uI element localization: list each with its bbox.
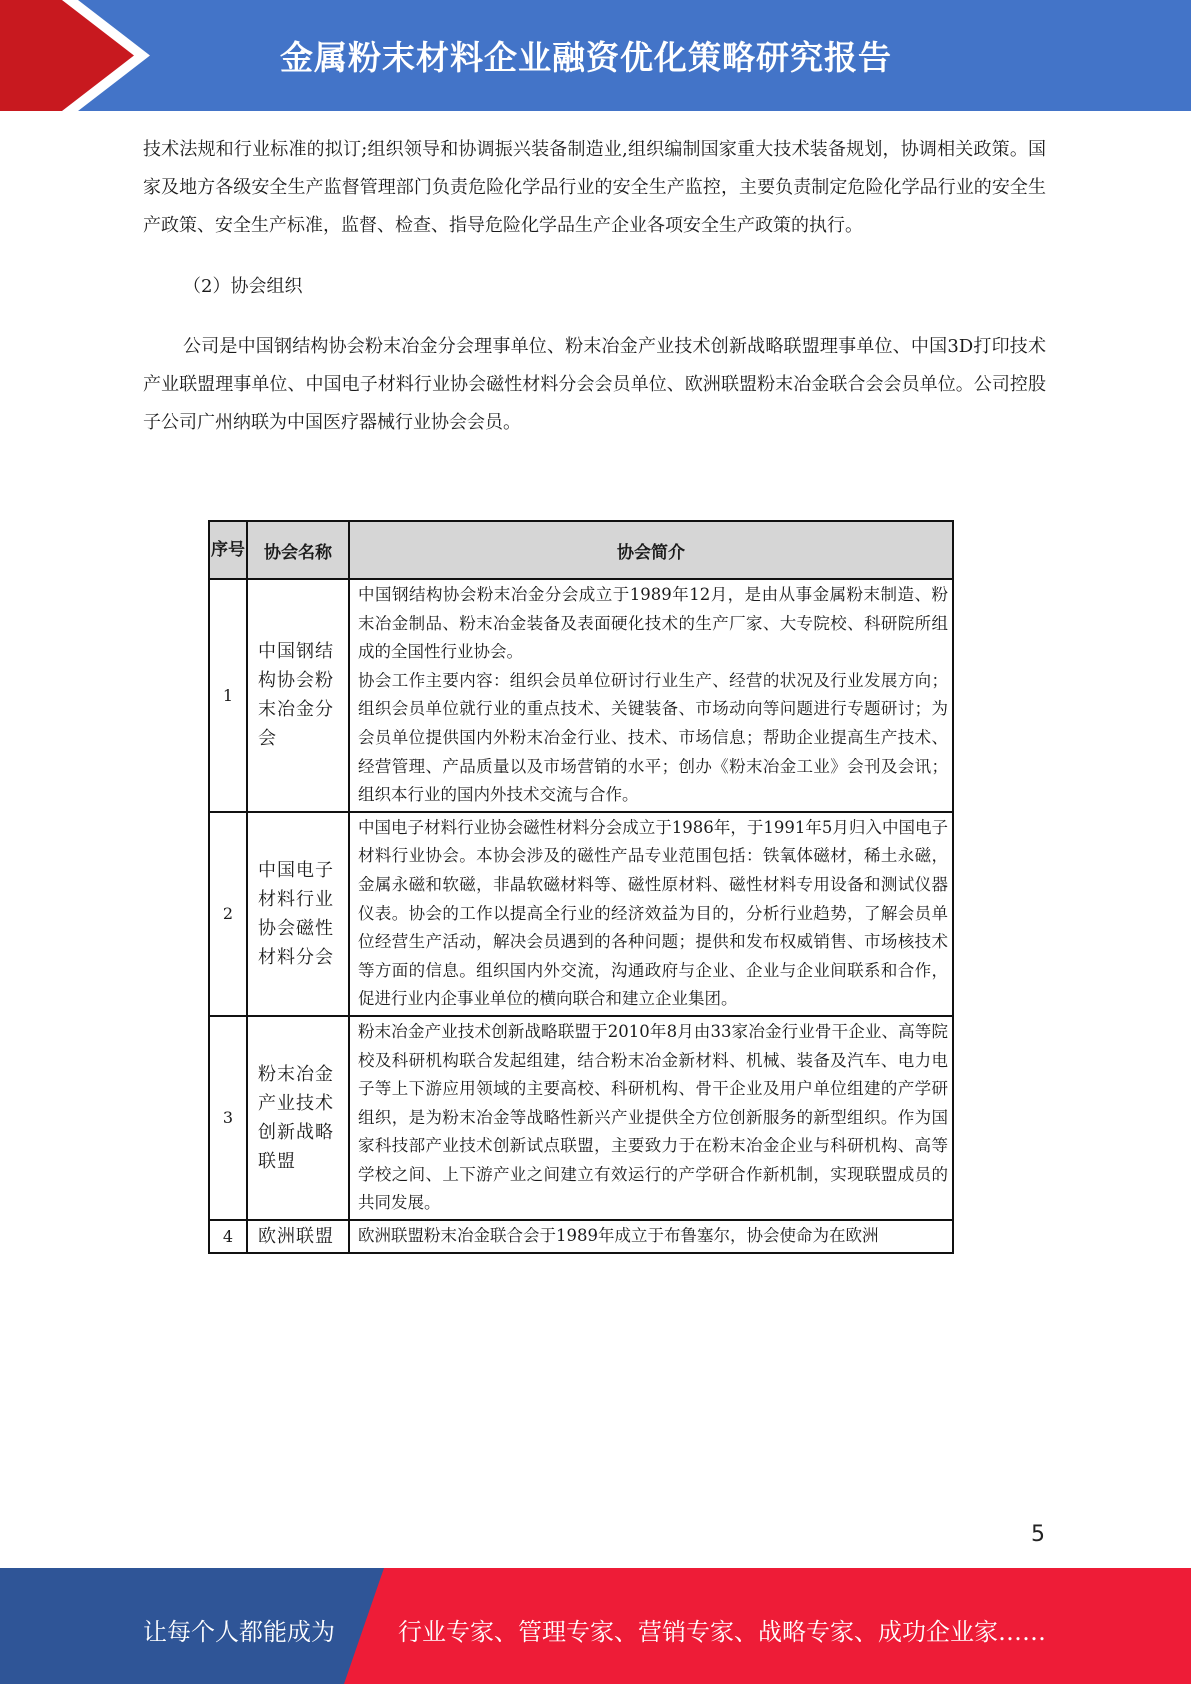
description-paragraph: 中国电子材料行业协会磁性材料分会成立于1986年，于1991年5月归入中国电子材料行业协会。本协会涉及的磁性产品专业范围包括：铁氧体磁材，稀土永磁，金属永磁和软磁，非晶软磁材料等、磁性原材料、磁性材料专用设备和测试仪器仪表。协会的工作以提高全行业的经济效益为目的，分析行业趋势，了解会员单位经营生产活动，解决会员遇到的各种问题；提供和发布权威销售、市场核技术等方面的信息。组织国内外交流，沟通政府与企业、企业与企业间联系和合作，促进行业内企事业单位的横向联合和建立企业集团。	[358, 817, 948, 1009]
description-paragraph: 欧洲联盟粉末冶金联合会于1989年成立于布鲁塞尔，协会使命为在欧洲	[358, 1226, 879, 1246]
table-header-row	[209, 521, 953, 579]
association-name: 粉末冶金产业技术创新战略联盟	[247, 1016, 349, 1220]
description-paragraph: 协会工作主要内容：组织会员单位研讨行业生产、经营的状况及行业发展方向；组织会员单位就行业的重点技术、关键装备、市场动向等问题进行专题研讨；为会员单位提供国内外粉末冶金行业、技术、市场信息；帮助企业提高生产技术、经营管理、产品质量以及市场营销的水平；创办《粉末冶金工业》会刊及会讯；组织本行业的国内外技术交流与合作。	[358, 670, 948, 805]
page-footer	[0, 1568, 1191, 1684]
column-header-desc: 协会简介	[349, 521, 953, 579]
column-header-name: 协会名称	[247, 521, 349, 579]
row-number: 1	[209, 579, 247, 812]
main-content	[143, 131, 1046, 442]
description-paragraph: 粉末冶金产业技术创新战略联盟于2010年8月由33家冶金行业骨干企业、高等院校及科研机构联合发起组建，结合粉末冶金新材料、机械、装备及汽车、电力电子等上下游应用领域的主要高校、科研机构、骨干企业及用户单位组建的产学研组织，是为粉末冶金等战略性新兴产业提供全方位创新服务的新型组织。作为国家科技部产业技术创新试点联盟，主要致力于在粉末冶金企业与科研机构、高等学校之间、上下游产业之间建立有效运行的产学研合作新机制，实现联盟成员的共同发展。	[358, 1021, 948, 1213]
association-description	[349, 1016, 953, 1220]
row-number: 2	[209, 812, 247, 1016]
column-header-no: 序号	[209, 521, 247, 579]
association-description	[349, 1220, 953, 1253]
association-description	[349, 579, 953, 812]
footer-slogan-right: 行业专家、管理专家、营销专家、战略专家、成功企业家……	[398, 1618, 1046, 1646]
body-paragraph: 公司是中国钢结构协会粉末冶金分会理事单位、粉末冶金产业技术创新战略联盟理事单位、中国3D打印技术产业联盟理事单位、中国电子材料行业协会磁性材料分会会员单位、欧洲联盟粉末冶金联合会会员单位。公司控股子公司广州纳联为中国医疗器械行业协会会员。	[143, 336, 1046, 433]
association-description	[349, 812, 953, 1016]
table-row	[209, 1220, 953, 1253]
page-header	[0, 0, 1191, 111]
description-paragraph: 中国钢结构协会粉末冶金分会成立于1989年12月，是由从事金属粉末制造、粉末冶金制品、粉末冶金装备及表面硬化技术的生产厂家、大专院校、科研院所组成的全国性行业协会。	[358, 585, 948, 662]
association-name: 欧洲联盟	[247, 1220, 349, 1253]
footer-slogan-left: 让每个人都能成为	[143, 1618, 335, 1646]
table-row	[209, 579, 953, 812]
page-number: 5	[1031, 1522, 1045, 1547]
association-table-wrapper	[208, 520, 954, 1254]
table-row	[209, 1016, 953, 1220]
red-chevron-decoration	[0, 0, 160, 111]
report-title: 金属粉末材料企业融资优化策略研究报告	[280, 38, 892, 77]
table-row	[209, 812, 953, 1016]
section-subheading: （2）协会组织	[183, 276, 303, 297]
row-number: 4	[209, 1220, 247, 1253]
row-number: 3	[209, 1016, 247, 1220]
association-table	[208, 520, 954, 1254]
body-paragraph: 技术法规和行业标准的拟订;组织领导和协调振兴装备制造业,组织编制国家重大技术装备规划，协调相关政策。国家及地方各级安全生产监督管理部门负责危险化学品行业的安全生产监控，主要负责制定危险化学品行业的安全生产政策、安全生产标准，监督、检查、指导危险化学品生产企业各项安全生产政策的执行。	[143, 139, 1046, 236]
association-name: 中国钢结构协会粉末冶金分会	[247, 579, 349, 812]
association-name: 中国电子材料行业协会磁性材料分会	[247, 812, 349, 1016]
